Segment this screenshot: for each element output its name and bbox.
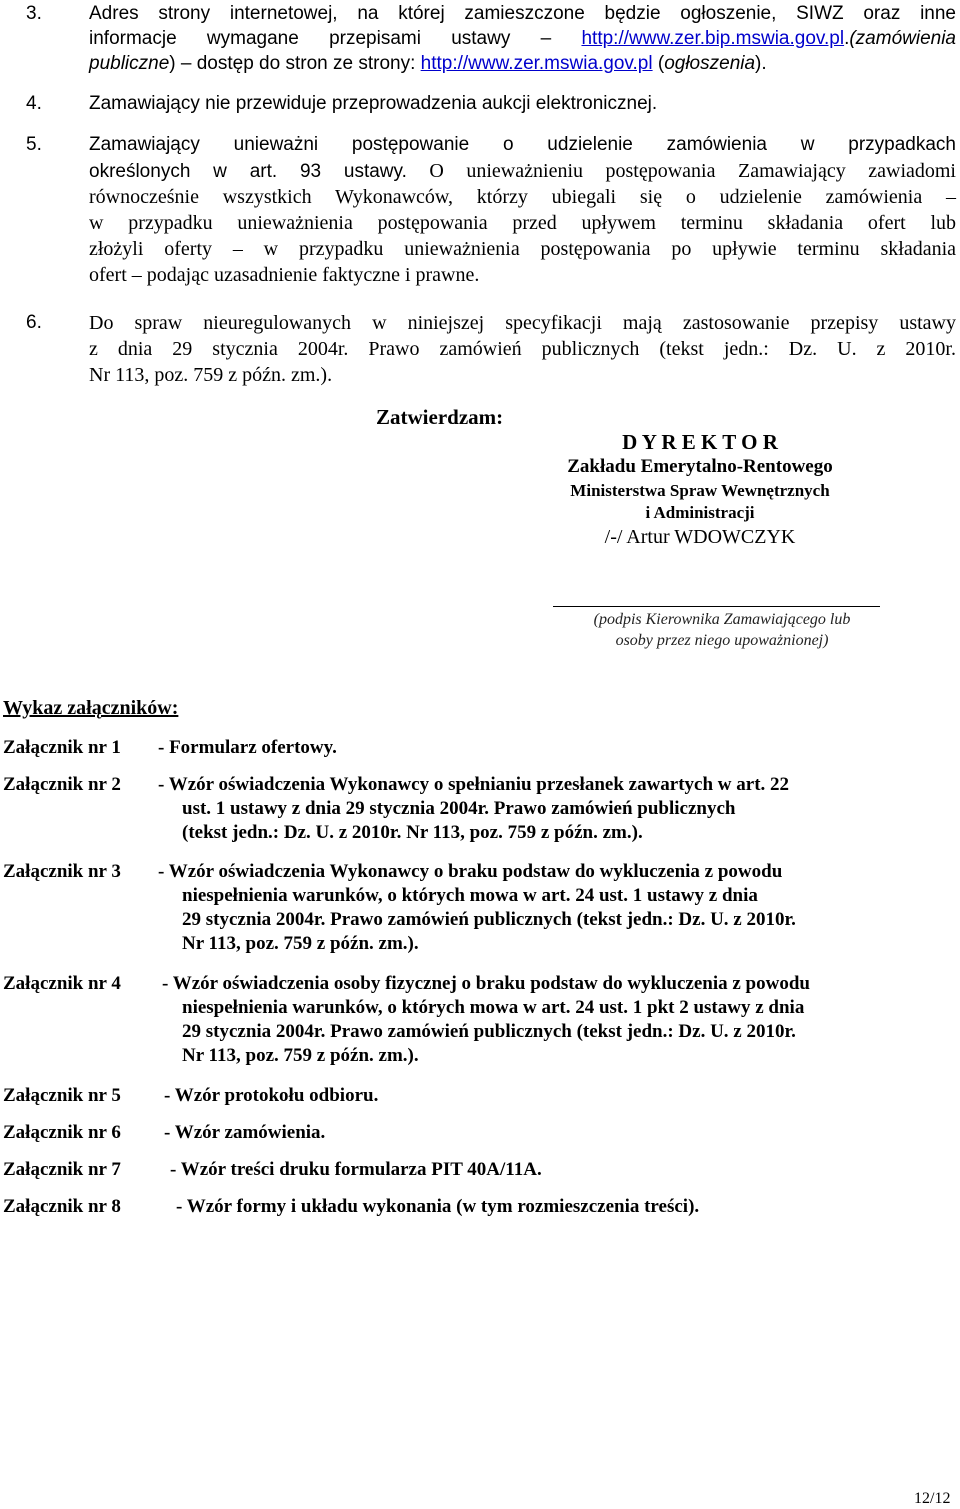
attachment-label: Załącznik nr 5 — [3, 1085, 121, 1106]
org-name-line-3: i Administracji — [645, 503, 755, 522]
signatory-name: /-/ Artur WDOWCZYK — [604, 526, 796, 548]
clause-line: w przypadku unieważnienia postępowania przed upływem terminu składania ofert lub — [89, 212, 956, 234]
attachment-desc: - Wzór treści druku formularza PIT 40A/11A. — [170, 1159, 542, 1180]
clause-number: 3. — [26, 3, 42, 24]
attachment-desc: Nr 113, poz. 759 z późn. zm.). — [182, 933, 419, 954]
clause-line: Zamawiający nie przewiduje przeprowadzenia aukcji elektronicznej. — [89, 93, 658, 114]
clause-line: Zamawiający unieważni postępowanie o udzielenie zamówienia w przypadkach — [89, 134, 956, 155]
bip-link[interactable]: http://www.zer.bip.mswia.gov.pl — [581, 28, 845, 49]
attachment-desc: - Wzór oświadczenia Wykonawcy o spełnianiu przesłanek zawartych w art. 22 — [158, 774, 790, 795]
clause-line: Adres strony internetowej, na której zamieszczone będzie ogłoszenie, SIWZ oraz inne — [89, 3, 956, 24]
approval-heading: Zatwierdzam: — [376, 405, 504, 429]
attachment-desc: niespełnienia warunków, o których mowa w art. 24 ust. 1 ustawy z dnia — [182, 885, 758, 906]
org-name-line-1: Zakładu Emerytalno-Rentowego — [567, 456, 833, 477]
attachment-label: Załącznik nr 4 — [3, 973, 121, 994]
attachment-desc: 29 stycznia 2004r. Prawo zamówień publicznych (tekst jedn.: Dz. U. z 2010r. — [182, 1021, 796, 1042]
attachments-heading: Wykaz załączników: — [3, 697, 179, 719]
signature-note-line-2: osoby przez niego upoważnionej) — [615, 632, 829, 649]
attachment-label: Załącznik nr 2 — [3, 774, 121, 795]
clause-line: określonych w art. 93 ustawy. O unieważnieniu postępowania Zamawiający zawiadomi — [89, 160, 956, 182]
attachment-desc: - Wzór oświadczenia Wykonawcy o braku podstaw do wykluczenia z powodu — [158, 861, 783, 882]
attachment-desc: 29 stycznia 2004r. Prawo zamówień publicznych (tekst jedn.: Dz. U. z 2010r. — [182, 909, 796, 930]
attachment-label: Załącznik nr 8 — [3, 1196, 121, 1217]
clause-line: publiczne) – dostęp do stron ze strony: http://www.zer.mswia.gov.pl (ogłoszenia). — [89, 53, 767, 74]
attachment-desc: - Wzór oświadczenia osoby fizycznej o braku podstaw do wykluczenia z powodu — [162, 973, 810, 994]
signature-line — [553, 606, 880, 607]
clause-number: 5. — [26, 134, 42, 155]
clause-line: Do spraw nieuregulowanych w niniejszej specyfikacji mają zastosowanie przepisy ustawy — [89, 312, 956, 334]
attachment-label: Załącznik nr 1 — [3, 737, 121, 758]
attachment-desc: niespełnienia warunków, o których mowa w art. 24 ust. 1 pkt 2 ustawy z dnia — [182, 997, 805, 1018]
org-name-line-2: Ministerstwa Spraw Wewnętrznych — [570, 481, 830, 500]
clause-line: złożyli oferty – w przypadku unieważnienia postępowania po upływie terminu składania — [89, 238, 956, 260]
zer-link[interactable]: http://www.zer.mswia.gov.pl — [420, 53, 653, 74]
attachment-label: Załącznik nr 7 — [3, 1159, 121, 1180]
clause-line: z dnia 29 stycznia 2004r. Prawo zamówień publicznych (tekst jedn.: Dz. U. z 2010r. — [89, 338, 956, 360]
attachment-desc: - Wzór zamówienia. — [164, 1122, 326, 1143]
attachment-desc: ust. 1 ustawy z dnia 29 stycznia 2004r. Prawo zamówień publicznych — [182, 798, 736, 819]
clause-line: ofert – podając uzasadnienie faktyczne i prawne. — [89, 264, 480, 286]
clause-line: informacje wymagane przepisami ustawy – http://www.zer.bip.mswia.gov.pl.(zamówienia — [89, 28, 956, 49]
signature-note-line-1: (podpis Kierownika Zamawiającego lub — [593, 611, 851, 628]
attachment-label: Załącznik nr 6 — [3, 1122, 121, 1143]
attachment-desc: - Formularz ofertowy. — [158, 737, 337, 758]
attachment-desc: Nr 113, poz. 759 z późn. zm.). — [182, 1045, 419, 1066]
page-number: 12/12 — [914, 1490, 951, 1507]
clause-number: 6. — [26, 312, 42, 333]
director-title: D Y R E K T O R — [622, 430, 778, 454]
attachment-desc: - Wzór protokołu odbioru. — [164, 1085, 379, 1106]
clause-number: 4. — [26, 93, 42, 114]
attachment-label: Załącznik nr 3 — [3, 861, 121, 882]
attachment-desc: - Wzór formy i układu wykonania (w tym rozmieszczenia treści). — [176, 1196, 700, 1217]
clause-line: Nr 113, poz. 759 z późn. zm.). — [89, 364, 333, 386]
clause-line: równocześnie wszystkich Wykonawców, którzy ubiegali się o udzielenie zamówienia – — [89, 186, 956, 208]
attachment-desc: (tekst jedn.: Dz. U. z 2010r. Nr 113, poz. 759 z późn. zm.). — [182, 822, 643, 843]
